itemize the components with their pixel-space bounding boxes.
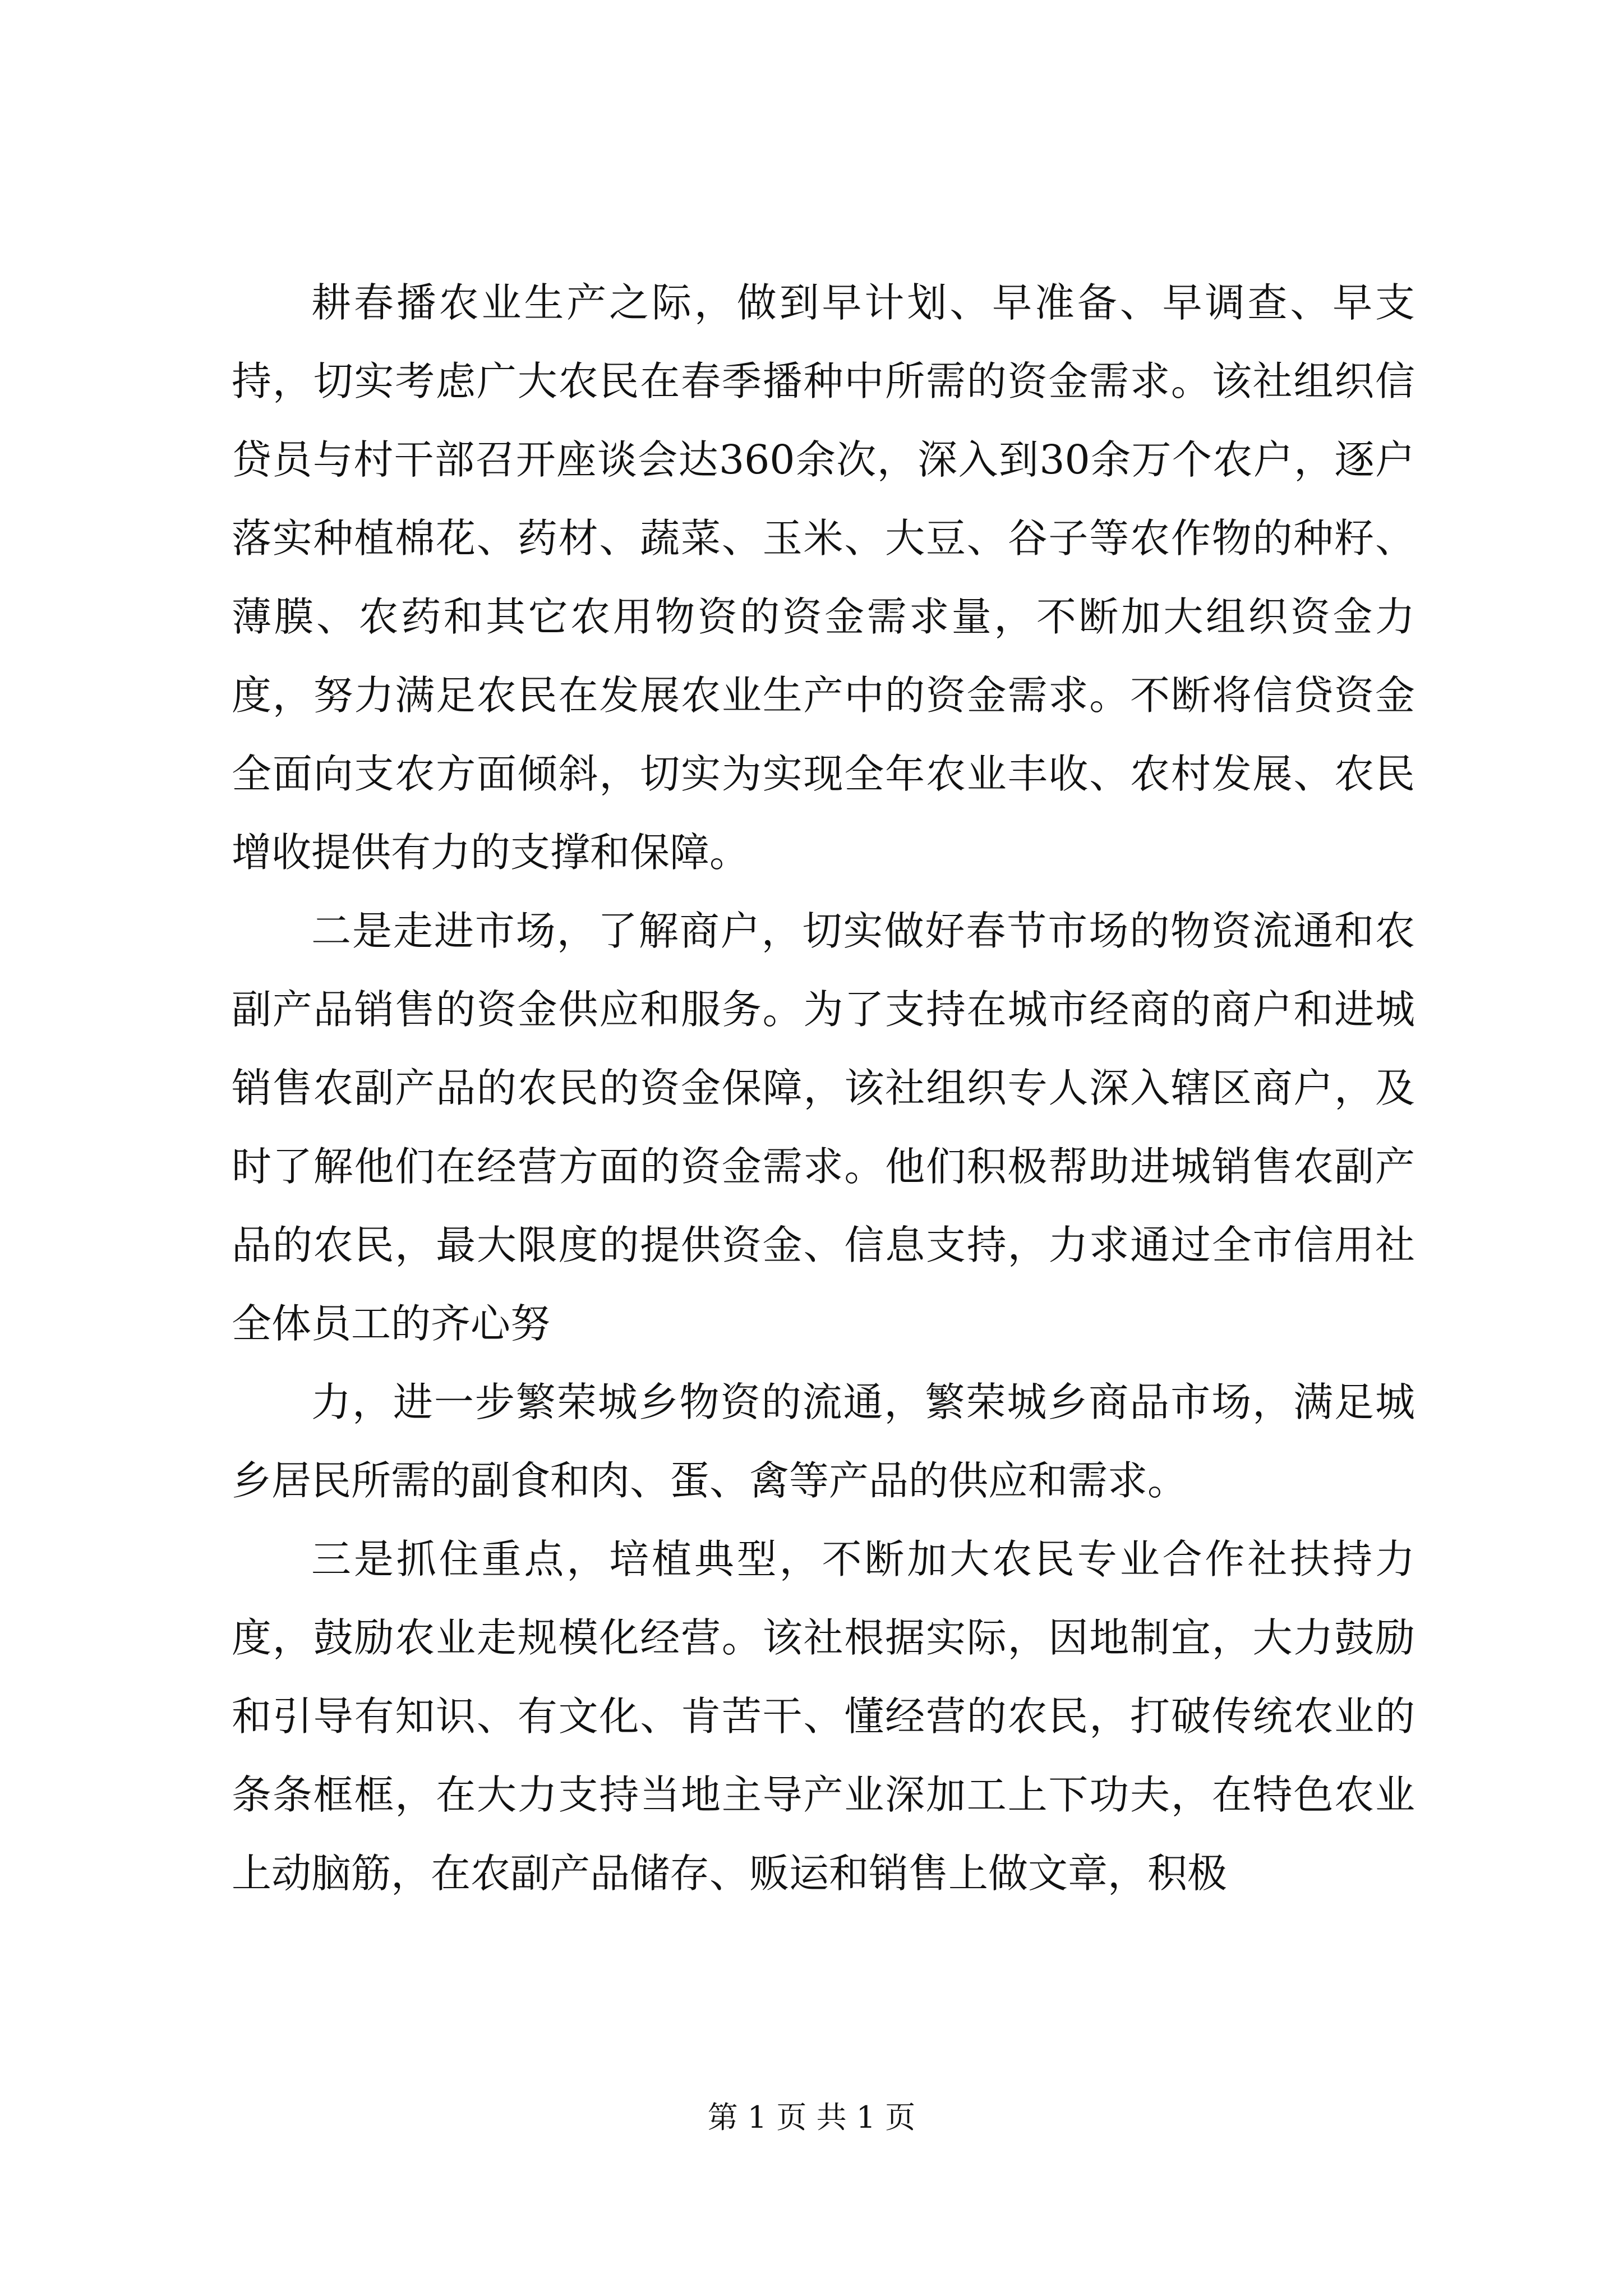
paragraph-4: 三是抓住重点，培植典型，不断加大农民专业合作社扶持力度，鼓励农业走规模化经营。该社根据实际，因地制宜，大力鼓励和引导有知识、有文化、肯苦干、懂经营的农民，打破传统农业的条条框框，在大力支持当地主导产业深加工上下功夫，在特色农业上动脑筋，在农副产品储存、贩运和销售上做文章，积极 [232, 1536, 1415, 1897]
paragraph-3: 力，进一步繁荣城乡物资的流通，繁荣城乡商品市场，满足城乡居民所需的副食和肉、蛋、禽等产品的供应和需求。 [232, 1379, 1415, 1504]
page-number-footer: 第 1 页 共 1 页 [707, 2100, 916, 2135]
paragraph-2: 二是走进市场，了解商户，切实做好春节市场的物资流通和农副产品销售的资金供应和服务。为了支持在城市经商的商户和进城销售农副产品的农民的资金保障，该社组织专人深入辖区商户，及时了解他们在经营方面的资金需求。他们积极帮助进城销售农副产品的农民，最大限度的提供资金、信息支持，力求通过全市信用社全体员工的齐心努 [232, 908, 1415, 1347]
document-body [232, 264, 1415, 1913]
paragraph-1: 耕春播农业生产之际，做到早计划、早准备、早调查、早支持，切实考虑广大农民在春季播种中所需的资金需求。该社组织信贷员与村干部召开座谈会达360余次，深入到30余万个农户，逐户落实种植棉花、药材、蔬菜、玉米、大豆、谷子等农作物的种籽、薄膜、农药和其它农用物资的资金需求量，不断加大组织资金力度，努力满足农民在发展农业生产中的资金需求。不断将信贷资金全面向支农方面倾斜，切实为实现全年农业丰收、农村发展、农民增收提供有力的支撑和保障。 [232, 279, 1415, 876]
